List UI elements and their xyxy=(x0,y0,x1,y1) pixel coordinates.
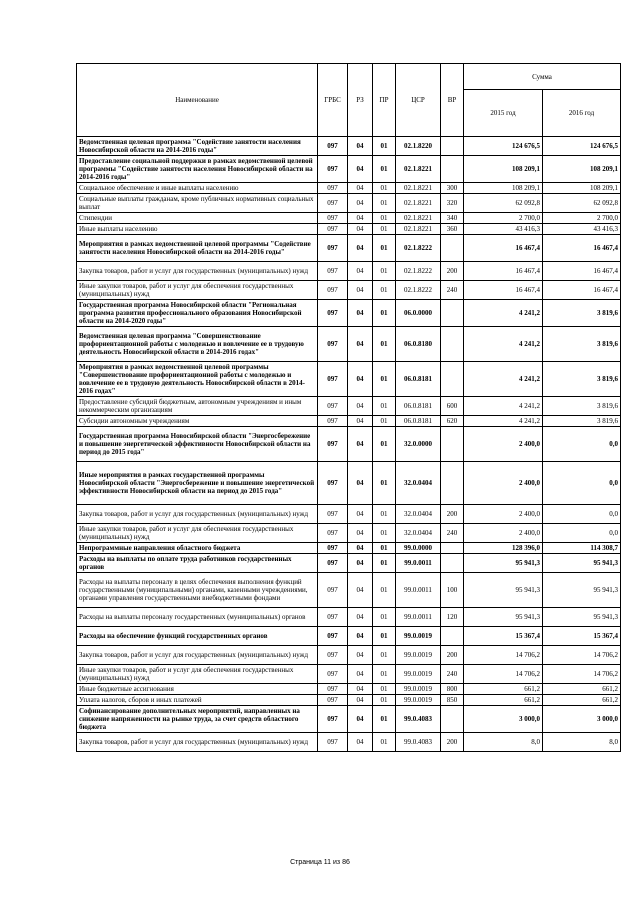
row-sum-2015: 14 706,2 xyxy=(464,646,543,665)
row-grbs: 097 xyxy=(318,608,348,627)
row-sum-2015: 4 241,2 xyxy=(464,300,543,327)
row-pr: 01 xyxy=(373,608,396,627)
row-csr: 32.0.0404 xyxy=(396,462,441,505)
row-csr: 02.1.8220 xyxy=(396,137,441,156)
header-csr: ЦСР xyxy=(396,64,441,137)
row-sum-2015: 95 941,3 xyxy=(464,554,543,573)
header-name: Наименование xyxy=(77,64,318,137)
row-rz: 04 xyxy=(348,684,373,695)
row-sum-2016: 14 706,2 xyxy=(543,665,621,684)
row-name: Предоставление социальной поддержки в рамках ведомственной целевой программы "Содействие занятости населения Новосибирской области на 2014-2016 годы" xyxy=(77,156,318,183)
row-vr: 200 xyxy=(441,505,464,524)
row-sum-2016: 124 676,5 xyxy=(543,137,621,156)
row-grbs: 097 xyxy=(318,224,348,235)
row-pr: 01 xyxy=(373,505,396,524)
row-csr: 99.0.0019 xyxy=(396,627,441,646)
row-grbs: 097 xyxy=(318,194,348,213)
row-pr: 01 xyxy=(373,543,396,554)
row-csr: 99.0.0011 xyxy=(396,573,441,608)
row-rz: 04 xyxy=(348,156,373,183)
row-grbs: 097 xyxy=(318,665,348,684)
row-pr: 01 xyxy=(373,213,396,224)
row-name: Софинансирование дополнительных мероприятий, направленных на снижение напряженности на рынке труда, за счет средств областного бюджета xyxy=(77,706,318,733)
row-vr: 600 xyxy=(441,397,464,416)
row-vr: 300 xyxy=(441,183,464,194)
row-vr xyxy=(441,627,464,646)
table-row xyxy=(77,281,621,300)
table-row xyxy=(77,646,621,665)
table-row xyxy=(77,300,621,327)
row-rz: 04 xyxy=(348,573,373,608)
row-name: Расходы на выплаты персоналу государственных (муниципальных) органов xyxy=(77,608,318,627)
row-sum-2016: 3 819,6 xyxy=(543,416,621,427)
row-grbs: 097 xyxy=(318,646,348,665)
row-vr: 240 xyxy=(441,524,464,543)
row-csr: 99.0.0019 xyxy=(396,665,441,684)
row-grbs: 097 xyxy=(318,397,348,416)
row-name: Иные мероприятия в рамках государственной программы Новосибирской области "Энергосбережение и повышение энергетической эффективности Новосибирской области на период до 2015 года" xyxy=(77,462,318,505)
table-row xyxy=(77,706,621,733)
row-vr xyxy=(441,462,464,505)
row-rz: 04 xyxy=(348,416,373,427)
row-pr: 01 xyxy=(373,573,396,608)
table-row xyxy=(77,224,621,235)
row-vr: 200 xyxy=(441,262,464,281)
row-sum-2015: 124 676,5 xyxy=(464,137,543,156)
table-row xyxy=(77,183,621,194)
table-row xyxy=(77,524,621,543)
row-sum-2015: 16 467,4 xyxy=(464,235,543,262)
row-sum-2016: 3 819,6 xyxy=(543,362,621,397)
row-grbs: 097 xyxy=(318,183,348,194)
row-pr: 01 xyxy=(373,397,396,416)
row-sum-2016: 16 467,4 xyxy=(543,262,621,281)
row-grbs: 097 xyxy=(318,554,348,573)
row-rz: 04 xyxy=(348,397,373,416)
table-row xyxy=(77,554,621,573)
row-grbs: 097 xyxy=(318,137,348,156)
row-name: Иные закупки товаров, работ и услуг для обеспечения государственных (муниципальных) нужд xyxy=(77,524,318,543)
row-sum-2015: 4 241,2 xyxy=(464,397,543,416)
row-pr: 01 xyxy=(373,262,396,281)
row-pr: 01 xyxy=(373,554,396,573)
table-row xyxy=(77,137,621,156)
row-sum-2016: 0,0 xyxy=(543,524,621,543)
row-sum-2016: 0,0 xyxy=(543,427,621,462)
row-rz: 04 xyxy=(348,194,373,213)
row-sum-2016: 15 367,4 xyxy=(543,627,621,646)
row-pr: 01 xyxy=(373,684,396,695)
row-csr: 02.1.8221 xyxy=(396,156,441,183)
row-csr: 99.0.0019 xyxy=(396,684,441,695)
row-name: Социальные выплаты гражданам, кроме публичных нормативных социальных выплат xyxy=(77,194,318,213)
row-sum-2015: 108 209,1 xyxy=(464,156,543,183)
row-sum-2015: 16 467,4 xyxy=(464,281,543,300)
row-csr: 06.0.8181 xyxy=(396,397,441,416)
row-vr: 200 xyxy=(441,646,464,665)
row-sum-2016: 114 308,7 xyxy=(543,543,621,554)
row-sum-2015: 62 092,8 xyxy=(464,194,543,213)
row-vr: 320 xyxy=(441,194,464,213)
row-rz: 04 xyxy=(348,733,373,752)
row-pr: 01 xyxy=(373,646,396,665)
table-row xyxy=(77,627,621,646)
row-name: Социальное обеспечение и иные выплаты населению xyxy=(77,183,318,194)
row-csr: 99.0.4083 xyxy=(396,733,441,752)
row-csr: 02.1.8222 xyxy=(396,262,441,281)
row-name: Предоставление субсидий бюджетным, автономным учреждениям и иным некоммерческим организациям xyxy=(77,397,318,416)
table-row xyxy=(77,505,621,524)
row-pr: 01 xyxy=(373,235,396,262)
row-rz: 04 xyxy=(348,627,373,646)
row-name: Государственная программа Новосибирской области "Энергосбережение и повышение энергетической эффективности Новосибирской области на период до 2015 года" xyxy=(77,427,318,462)
row-sum-2015: 3 000,0 xyxy=(464,706,543,733)
row-sum-2016: 95 941,3 xyxy=(543,554,621,573)
row-sum-2015: 4 241,2 xyxy=(464,416,543,427)
row-pr: 01 xyxy=(373,524,396,543)
row-vr xyxy=(441,706,464,733)
row-name: Мероприятия в рамках ведомственной целевой программы "Содействие занятости населения Новосибирской области на 2014-2016 годы" xyxy=(77,235,318,262)
row-name: Иные закупки товаров, работ и услуг для обеспечения государственных (муниципальных) нужд xyxy=(77,281,318,300)
row-name: Иные выплаты населению xyxy=(77,224,318,235)
row-sum-2015: 95 941,3 xyxy=(464,573,543,608)
row-sum-2016: 3 819,6 xyxy=(543,397,621,416)
row-rz: 04 xyxy=(348,300,373,327)
row-rz: 04 xyxy=(348,706,373,733)
row-name: Уплата налогов, сборов и иных платежей xyxy=(77,695,318,706)
row-sum-2015: 8,0 xyxy=(464,733,543,752)
row-vr xyxy=(441,156,464,183)
row-pr: 01 xyxy=(373,462,396,505)
row-csr: 99.0.0011 xyxy=(396,608,441,627)
row-sum-2015: 16 467,4 xyxy=(464,262,543,281)
row-pr: 01 xyxy=(373,706,396,733)
header-pr: ПР xyxy=(373,64,396,137)
table-row xyxy=(77,462,621,505)
row-grbs: 097 xyxy=(318,524,348,543)
table-row xyxy=(77,543,621,554)
row-csr: 99.0.0019 xyxy=(396,695,441,706)
row-pr: 01 xyxy=(373,183,396,194)
row-rz: 04 xyxy=(348,524,373,543)
row-pr: 01 xyxy=(373,695,396,706)
row-name: Мероприятия в рамках ведомственной целевой программы "Совершенствование профориентационной работы с молодежью и вовлечение ее в трудовую деятельность Новосибирской области в 2014-2016 годах" xyxy=(77,362,318,397)
row-rz: 04 xyxy=(348,505,373,524)
table-row xyxy=(77,427,621,462)
row-grbs: 097 xyxy=(318,462,348,505)
row-sum-2016: 95 941,3 xyxy=(543,573,621,608)
table-row xyxy=(77,665,621,684)
row-name: Государственная программа Новосибирской области "Региональная программа развития профессионального образования Новосибирской области на 2014-2020 годы" xyxy=(77,300,318,327)
row-grbs: 097 xyxy=(318,427,348,462)
row-rz: 04 xyxy=(348,262,373,281)
row-grbs: 097 xyxy=(318,706,348,733)
row-sum-2016: 62 092,8 xyxy=(543,194,621,213)
row-sum-2015: 2 700,0 xyxy=(464,213,543,224)
row-rz: 04 xyxy=(348,327,373,362)
table-row xyxy=(77,397,621,416)
row-csr: 99.0.0011 xyxy=(396,554,441,573)
row-vr xyxy=(441,137,464,156)
header-sum: Сумма xyxy=(464,64,621,90)
row-vr: 200 xyxy=(441,733,464,752)
row-sum-2015: 661,2 xyxy=(464,684,543,695)
row-sum-2015: 2 400,0 xyxy=(464,524,543,543)
row-vr: 240 xyxy=(441,281,464,300)
table-row xyxy=(77,235,621,262)
row-grbs: 097 xyxy=(318,327,348,362)
row-vr xyxy=(441,427,464,462)
row-vr xyxy=(441,327,464,362)
row-grbs: 097 xyxy=(318,213,348,224)
row-rz: 04 xyxy=(348,213,373,224)
table-row xyxy=(77,262,621,281)
row-sum-2015: 108 209,1 xyxy=(464,183,543,194)
row-sum-2016: 3 000,0 xyxy=(543,706,621,733)
row-sum-2016: 43 416,3 xyxy=(543,224,621,235)
row-csr: 02.1.8222 xyxy=(396,281,441,300)
table-row xyxy=(77,156,621,183)
header-year-2015: 2015 год xyxy=(464,90,543,137)
row-grbs: 097 xyxy=(318,262,348,281)
row-grbs: 097 xyxy=(318,300,348,327)
row-csr: 06.0.8181 xyxy=(396,416,441,427)
table-row xyxy=(77,695,621,706)
row-vr: 800 xyxy=(441,684,464,695)
row-sum-2016: 0,0 xyxy=(543,462,621,505)
row-pr: 01 xyxy=(373,281,396,300)
table-row xyxy=(77,194,621,213)
row-grbs: 097 xyxy=(318,281,348,300)
row-rz: 04 xyxy=(348,281,373,300)
row-grbs: 097 xyxy=(318,235,348,262)
table-row xyxy=(77,684,621,695)
row-csr: 02.1.8221 xyxy=(396,183,441,194)
row-rz: 04 xyxy=(348,665,373,684)
row-pr: 01 xyxy=(373,362,396,397)
row-rz: 04 xyxy=(348,695,373,706)
table-row xyxy=(77,573,621,608)
row-name: Расходы на выплаты по оплате труда работников государственных органов xyxy=(77,554,318,573)
row-name: Расходы на обеспечение функций государственных органов xyxy=(77,627,318,646)
row-rz: 04 xyxy=(348,362,373,397)
row-vr xyxy=(441,300,464,327)
row-vr xyxy=(441,362,464,397)
row-sum-2016: 3 819,6 xyxy=(543,300,621,327)
row-name: Закупка товаров, работ и услуг для государственных (муниципальных) нужд xyxy=(77,646,318,665)
row-pr: 01 xyxy=(373,300,396,327)
row-sum-2015: 4 241,2 xyxy=(464,327,543,362)
row-name: Непрограммные направления областного бюджета xyxy=(77,543,318,554)
row-sum-2015: 128 396,0 xyxy=(464,543,543,554)
row-vr: 240 xyxy=(441,665,464,684)
row-sum-2016: 95 941,3 xyxy=(543,608,621,627)
row-csr: 32.0.0404 xyxy=(396,524,441,543)
page-footer: Страница 11 из 86 xyxy=(290,859,350,866)
row-sum-2016: 108 209,1 xyxy=(543,183,621,194)
row-rz: 04 xyxy=(348,224,373,235)
row-rz: 04 xyxy=(348,608,373,627)
row-name: Ведомственная целевая программа "Содействие занятости населения Новосибирской области на 2014-2016 годы" xyxy=(77,137,318,156)
row-name: Расходы на выплаты персоналу в целях обеспечения выполнения функций государственными (муниципальными) органами, казенными учреждениями, органами управления государственными внебюджетными фондами xyxy=(77,573,318,608)
row-csr: 32.0.0404 xyxy=(396,505,441,524)
row-csr: 99.0.4083 xyxy=(396,706,441,733)
row-csr: 06.0.0000 xyxy=(396,300,441,327)
row-csr: 32.0.0000 xyxy=(396,427,441,462)
header-rz: РЗ xyxy=(348,64,373,137)
row-sum-2015: 2 400,0 xyxy=(464,427,543,462)
table-row xyxy=(77,416,621,427)
row-csr: 02.1.8221 xyxy=(396,194,441,213)
row-pr: 01 xyxy=(373,416,396,427)
row-sum-2016: 108 209,1 xyxy=(543,156,621,183)
row-sum-2016: 661,2 xyxy=(543,695,621,706)
row-name: Закупка товаров, работ и услуг для государственных (муниципальных) нужд xyxy=(77,733,318,752)
row-rz: 04 xyxy=(348,462,373,505)
header-vr: ВР xyxy=(441,64,464,137)
row-rz: 04 xyxy=(348,183,373,194)
row-grbs: 097 xyxy=(318,505,348,524)
row-name: Закупка товаров, работ и услуг для государственных (муниципальных) нужд xyxy=(77,505,318,524)
row-vr: 120 xyxy=(441,608,464,627)
row-pr: 01 xyxy=(373,156,396,183)
header-grbs: ГРБС xyxy=(318,64,348,137)
row-pr: 01 xyxy=(373,224,396,235)
row-grbs: 097 xyxy=(318,733,348,752)
row-sum-2016: 3 819,6 xyxy=(543,327,621,362)
row-sum-2015: 15 367,4 xyxy=(464,627,543,646)
row-name: Закупка товаров, работ и услуг для государственных (муниципальных) нужд xyxy=(77,262,318,281)
row-vr: 100 xyxy=(441,573,464,608)
table-row xyxy=(77,327,621,362)
row-rz: 04 xyxy=(348,137,373,156)
row-vr: 360 xyxy=(441,224,464,235)
row-grbs: 097 xyxy=(318,416,348,427)
row-pr: 01 xyxy=(373,327,396,362)
row-pr: 01 xyxy=(373,194,396,213)
row-vr: 620 xyxy=(441,416,464,427)
row-grbs: 097 xyxy=(318,362,348,397)
row-rz: 04 xyxy=(348,646,373,665)
row-sum-2015: 14 706,2 xyxy=(464,665,543,684)
row-csr: 99.0.0000 xyxy=(396,543,441,554)
row-pr: 01 xyxy=(373,665,396,684)
row-name: Стипендии xyxy=(77,213,318,224)
row-grbs: 097 xyxy=(318,627,348,646)
row-csr: 02.1.8222 xyxy=(396,235,441,262)
row-sum-2016: 0,0 xyxy=(543,505,621,524)
row-vr xyxy=(441,235,464,262)
row-csr: 02.1.8221 xyxy=(396,213,441,224)
row-rz: 04 xyxy=(348,543,373,554)
row-sum-2016: 16 467,4 xyxy=(543,235,621,262)
row-sum-2015: 43 416,3 xyxy=(464,224,543,235)
table-row xyxy=(77,608,621,627)
budget-table xyxy=(76,63,621,752)
row-rz: 04 xyxy=(348,427,373,462)
row-grbs: 097 xyxy=(318,156,348,183)
row-pr: 01 xyxy=(373,627,396,646)
row-vr: 850 xyxy=(441,695,464,706)
row-pr: 01 xyxy=(373,137,396,156)
table-row xyxy=(77,733,621,752)
row-vr: 340 xyxy=(441,213,464,224)
row-rz: 04 xyxy=(348,554,373,573)
row-sum-2016: 14 706,2 xyxy=(543,646,621,665)
row-name: Иные бюджетные ассигнования xyxy=(77,684,318,695)
row-name: Иные закупки товаров, работ и услуг для обеспечения государственных (муниципальных) нужд xyxy=(77,665,318,684)
row-sum-2015: 95 941,3 xyxy=(464,608,543,627)
row-pr: 01 xyxy=(373,733,396,752)
row-pr: 01 xyxy=(373,427,396,462)
row-sum-2015: 2 400,0 xyxy=(464,462,543,505)
row-grbs: 097 xyxy=(318,684,348,695)
row-sum-2015: 661,2 xyxy=(464,695,543,706)
table-row xyxy=(77,213,621,224)
row-name: Субсидии автономным учреждениям xyxy=(77,416,318,427)
row-sum-2016: 661,2 xyxy=(543,684,621,695)
row-grbs: 097 xyxy=(318,695,348,706)
table-row xyxy=(77,362,621,397)
row-csr: 06.0.8181 xyxy=(396,362,441,397)
row-sum-2016: 2 700,0 xyxy=(543,213,621,224)
row-name: Ведомственная целевая программа "Совершенствование профориентационной работы с молодежью и вовлечение ее в трудовую деятельность Новосибирской области в 2014-2016 годах" xyxy=(77,327,318,362)
row-sum-2015: 2 400,0 xyxy=(464,505,543,524)
row-csr: 02.1.8221 xyxy=(396,224,441,235)
row-csr: 99.0.0019 xyxy=(396,646,441,665)
row-sum-2016: 16 467,4 xyxy=(543,281,621,300)
row-sum-2016: 8,0 xyxy=(543,733,621,752)
row-vr xyxy=(441,543,464,554)
row-rz: 04 xyxy=(348,235,373,262)
row-grbs: 097 xyxy=(318,573,348,608)
row-grbs: 097 xyxy=(318,543,348,554)
row-vr xyxy=(441,554,464,573)
header-year-2016: 2016 год xyxy=(543,90,621,137)
row-sum-2015: 4 241,2 xyxy=(464,362,543,397)
row-csr: 06.0.8180 xyxy=(396,327,441,362)
